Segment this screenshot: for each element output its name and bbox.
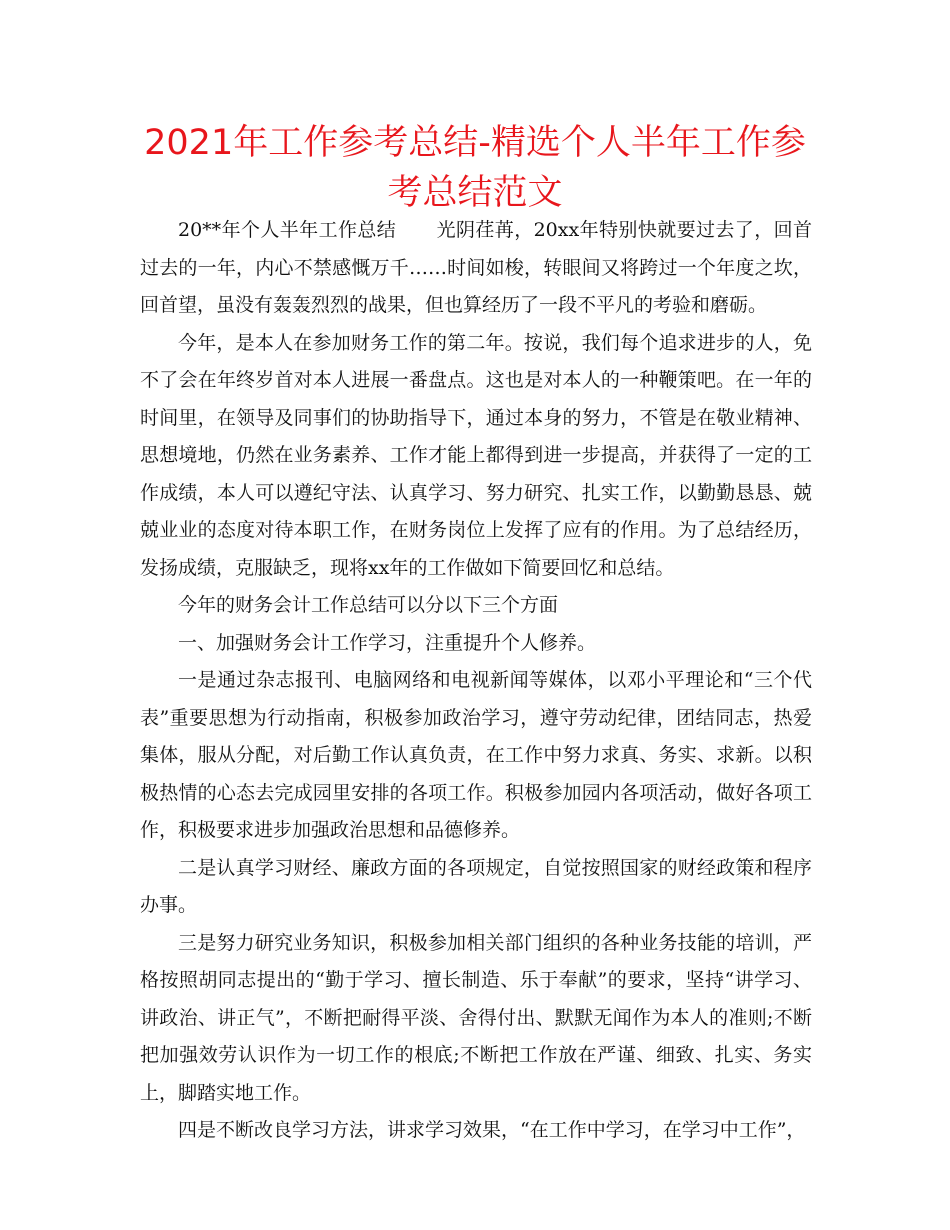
paragraph-7: 三是努力研究业务知识，积极参加相关部门组织的各种业务技能的培训，严格按照胡同志提出的“勤于学习、擅长制造、乐于奉献”的要求，坚持“讲学习、讲政治、讲正气”，不断把耐得平淡、舍得付出、默默无闻作为本人的准则;不断把加强效劳认识作为一切工作的根底;不断把工作放在严谨、细致、扎实、务实上，脚踏实地工作。 [140,931,812,1104]
paragraph-lead: 20**年个人半年工作总结 [178,219,397,241]
paragraph-8: 四是不断改良学习方法，讲求学习效果，“在工作中学习，在学习中工作”， [178,1119,806,1141]
paragraph-1 [140,212,812,325]
page-title: 2021年工作参考总结-精选个人半年工作参考总结范文 [144,123,806,213]
document-body [140,212,812,1150]
paragraph-2: 今年，是本人在参加财务工作的第二年。按说，我们每个追求进步的人，免不了会在年终岁首对本人进展一番盘点。这也是对本人的一种鞭策吧。在一年的时间里，在领导及同事们的协助指导下，通过本身的努力，不管是在敬业精神、思想境地，仍然在业务素养、工作才能上都得到进一步提高，并获得了一定的工作成绩，本人可以遵纪守法、认真学习、努力研究、扎实工作，以勤勤恳恳、兢兢业业的态度对待本职工作，在财务岗位上发挥了应有的作用。为了总结经历，发扬成绩，克服缺乏，现将xx年的工作做如下简要回忆和总结。 [140,331,812,579]
paragraph-5: 一是通过杂志报刊、电脑网络和电视新闻等媒体，以邓小平理论和“三个代表”重要思想为行动指南，积极参加政治学习，遵守劳动纪律，团结同志，热爱集体，服从分配，对后勤工作认真负责，在工作中努力求真、务实、求新。以积极热情的心态去完成园里安排的各项工作。积极参加园内各项活动，做好各项工作，积极要求进步加强政治思想和品德修养。 [140,669,812,841]
paragraph-4: 一、加强财务会计工作学习，注重提升个人修养。 [178,631,597,654]
paragraph-6: 二是认真学习财经、廉政方面的各项规定，自觉按照国家的财经政策和程序办事。 [140,856,812,916]
paragraph-text: 光阴荏苒，20xx年特别快就要过去了，回首过去的一年，内心不禁感慨万千……时间如梭，转眼间又将跨过一个年度之坎，回首望，虽没有轰轰烈烈的战果，但也算经历了一段不平凡的考验和磨砺。 [140,219,812,316]
paragraph-3: 今年的财务会计工作总结可以分以下三个方面 [178,594,559,616]
